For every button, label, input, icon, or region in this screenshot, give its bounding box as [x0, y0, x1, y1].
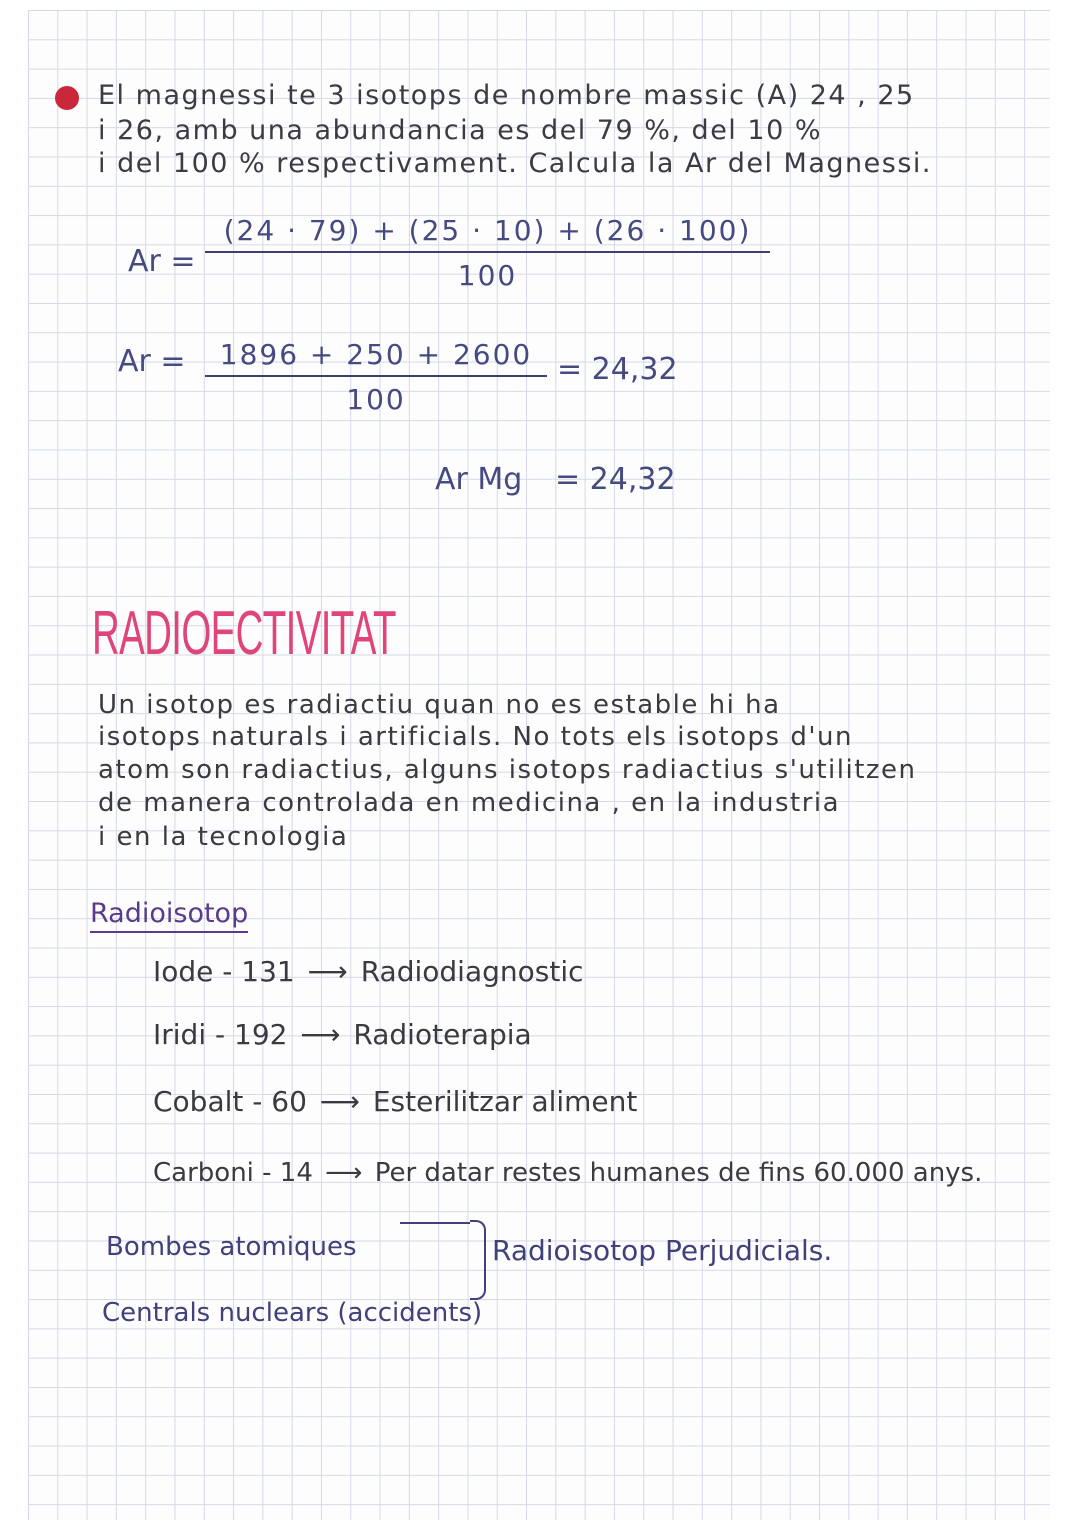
ar-label-1: Ar = [128, 244, 196, 279]
arrow-icon: ⟶ [307, 955, 348, 988]
connector-line [400, 1222, 470, 1224]
paragraph-line-2: isotops naturals i artificials. No tots els isotops d'un [98, 722, 853, 752]
numerator-step-1: (24 · 79) + (25 · 10) + (26 · 100) [223, 214, 752, 247]
denominator-step-2: 100 [346, 383, 406, 416]
step-2-result: = 24,32 [557, 352, 678, 387]
isotope-use: Esterilitzar aliment [372, 1085, 638, 1118]
denominator-step-1: 100 [457, 259, 518, 292]
isotope-name: Carboni - 14 [153, 1158, 313, 1188]
final-label: Ar Mg [435, 462, 523, 497]
problem-line-1: El magnessi te 3 isotops de nombre massic (A) 24 , 25 [98, 80, 915, 111]
harmful-item: Centrals nuclears (accidents) [102, 1298, 483, 1328]
fraction-step-2 [205, 338, 547, 416]
harmful-item: Bombes atomiques [106, 1232, 357, 1262]
isotope-row [153, 1018, 532, 1051]
numerator-step-2: 1896 + 250 + 2600 [219, 338, 533, 371]
isotope-row [153, 1158, 982, 1188]
isotope-name: Cobalt - 60 [153, 1085, 307, 1118]
paragraph-line-5: i en la tecnologia [98, 822, 349, 852]
arrow-icon: ⟶ [325, 1158, 363, 1188]
isotope-row [153, 955, 584, 988]
isotope-name: Iridi - 192 [153, 1018, 288, 1051]
isotope-use: Radiodiagnostic [360, 955, 584, 988]
arrow-icon: ⟶ [319, 1085, 360, 1118]
final-value: = 24,32 [555, 462, 676, 497]
isotope-name: Iode - 131 [153, 955, 295, 988]
paragraph-line-1: Un isotop es radiactiu quan no es estable hi ha [98, 690, 781, 720]
arrow-icon: ⟶ [300, 1018, 341, 1051]
ar-label-2: Ar = [118, 344, 186, 379]
red-bullet-icon [55, 86, 79, 110]
paragraph-line-3: atom son radiactius, alguns isotops radiactius s'utilitzen [98, 755, 917, 785]
section-title: RADIOECTIVITAT [92, 599, 396, 668]
fraction-step-1 [205, 214, 770, 292]
problem-line-2: i 26, amb una abundancia es del 79 %, del 10 % [98, 115, 822, 146]
isotope-row [153, 1085, 637, 1118]
isotope-use: Per datar restes humanes de fins 60.000 anys. [374, 1158, 983, 1188]
problem-line-3: i del 100 % respectivament. Calcula la Ar del Magnessi. [98, 148, 932, 179]
isotope-use: Radioterapia [353, 1018, 532, 1051]
brace-icon [470, 1220, 486, 1300]
harmful-label: Radioisotop Perjudicials. [492, 1234, 833, 1267]
paragraph-line-4: de manera controlada en medicina , en la industria [98, 788, 841, 818]
radioisotop-heading: Radioisotop [90, 898, 248, 933]
